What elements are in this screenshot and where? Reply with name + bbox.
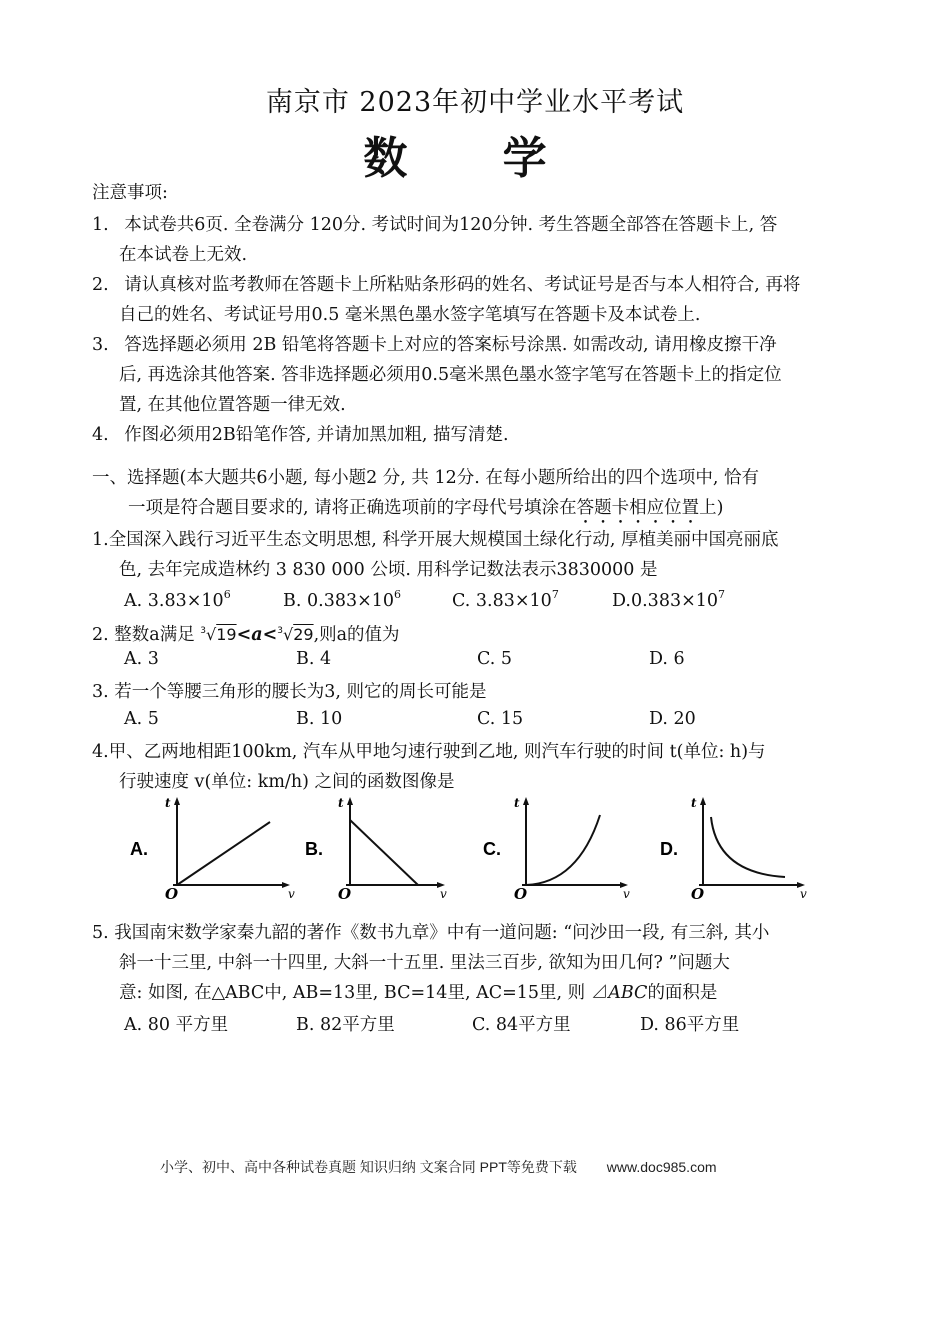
q5-stem-cont: 斜一十三里, 中斜一十四里, 大斜一十五里. 里法三百步, 欲知为田几何? ”问题大 <box>119 953 730 973</box>
q1-stem-cont: 色, 去年完成造林约 3 830 000 公顷. 用科学记数法表示3830000 是 <box>119 560 658 580</box>
notes-heading: 注意事项: <box>92 183 168 203</box>
q5-text-end: 的面积是 <box>647 983 718 1003</box>
option-exponent: 7 <box>718 588 726 601</box>
q5-text: 意: 如图, 在△ABC中, AB=13里, BC=14里, AC=15里, 则 ⊿ <box>119 983 609 1003</box>
graph-d <box>655 795 810 900</box>
subject-title: 数 学 <box>363 133 587 184</box>
footer-link[interactable]: www.doc985.com <box>606 1159 717 1175</box>
q3-option-c: C. 15 <box>477 709 524 729</box>
q5-triangle-var: ABC <box>608 983 648 1003</box>
graph-b <box>300 795 450 900</box>
y-arrow-icon <box>174 797 180 805</box>
graph-b-svg <box>300 795 450 900</box>
note-text: 本试卷共6页. 全卷满分 120分. 考试时间为120分钟. 考生答题全部答在答题卡上, 答 <box>124 215 778 235</box>
x-label: v <box>440 887 447 900</box>
graph-label: D. <box>660 839 678 859</box>
q5-option-d: D. 86平方里 <box>640 1015 740 1035</box>
section-text: 一项是符合题目要求的, 请将正确选项前的字母代号填涂在 <box>128 498 577 518</box>
q3-option-b: B. 10 <box>296 709 343 729</box>
q1-option-d <box>612 588 725 611</box>
note-text: 请认真核对监考教师在答题卡上所粘贴条形码的姓名、考试证号是否与本人相符合, 再将 <box>124 275 801 295</box>
option-exponent: 7 <box>551 588 559 601</box>
q2-stem: 2. 整数a满足 $^3$√19<a<$^3$√29,则a的值为 <box>92 625 400 645</box>
option-exponent: 6 <box>223 588 231 601</box>
note-2 <box>92 270 800 300</box>
exam-title: 南京市 2023年初中学业水平考试 <box>265 87 685 118</box>
option-label: C. <box>452 591 471 611</box>
note-3-cont: 后, 再选涂其他答案. 答非选择题必须用0.5毫米黑色墨水签字笔写在答题卡上的指定位 <box>119 365 782 385</box>
origin-label: O <box>691 885 705 900</box>
q3-option-a: A. 5 <box>124 709 159 729</box>
section-heading-cont <box>128 493 723 528</box>
cube-root-19: $^3$√19 <box>200 625 237 644</box>
graph-a <box>125 795 295 900</box>
origin-label: O <box>165 885 179 900</box>
note-number: 1. <box>92 215 109 235</box>
graph-d-svg <box>655 795 810 900</box>
graph-curve <box>177 822 270 885</box>
q2-suffix: ,则a的值为 <box>313 625 400 645</box>
note-number: 4. <box>92 425 109 445</box>
q5-option-b: B. 82平方里 <box>296 1015 395 1035</box>
note-number: 3. <box>92 335 109 355</box>
q3-stem: 3. 若一个等腰三角形的腰长为3, 则它的周长可能是 <box>92 682 487 702</box>
q5-stem: 5. 我国南宋数学家秦九韶的著作《数书九章》中有一道问题: “问沙田一段, 有三斜, 其小 <box>92 923 770 943</box>
x-label: v <box>288 887 295 900</box>
graph-label: B. <box>305 839 323 859</box>
q1-stem: 1.全国深入践行习近平生态文明思想, 科学开展大规模国土绿化行动, 厚植美丽中国亮丽底 <box>92 530 779 550</box>
y-label: t <box>165 796 171 810</box>
footer-text: 小学、初中、高中各种试卷真题 知识归纳 文案合同 PPT等免费下载 <box>160 1159 577 1175</box>
x-label: v <box>800 887 807 900</box>
q4-stem: 4.甲、乙两地相距100km, 汽车从甲地匀速行驶到乙地, 则汽车行驶的时间 t(单位: h)与 <box>92 742 766 762</box>
note-number: 2. <box>92 275 109 295</box>
option-label: D. <box>612 591 631 611</box>
q3-option-d: D. 20 <box>649 709 696 729</box>
q5-option-a: A. 80 平方里 <box>124 1015 229 1035</box>
x-label: v <box>623 887 630 900</box>
q2-prefix: 2. 整数a满足 <box>92 625 195 645</box>
y-label: t <box>691 796 697 810</box>
q4-stem-cont: 行驶速度 v(单位: km/h) 之间的函数图像是 <box>119 772 455 792</box>
graph-curve <box>350 820 418 885</box>
origin-label: O <box>338 885 352 900</box>
graph-c <box>478 795 633 900</box>
option-base: 0.383×10 <box>630 591 719 611</box>
q2-option-c: C. 5 <box>477 649 513 669</box>
option-label: B. <box>283 591 302 611</box>
emphasis-text: 答题卡相应位置 <box>576 498 700 518</box>
note-text: 作图必须用2B铅笔作答, 并请加黑加粗, 描写清楚. <box>124 425 509 445</box>
note-1 <box>92 210 777 240</box>
y-label: t <box>514 796 520 810</box>
section-heading: 一、选择题(本大题共6小题, 每小题2 分, 共 12分. 在每小题所给出的四个选项中, 恰有 <box>92 468 759 488</box>
q1-option-a <box>124 588 231 611</box>
option-base: 0.383×10 <box>307 591 395 611</box>
option-base: 3.83×10 <box>475 591 552 611</box>
q2-option-b: B. 4 <box>296 649 332 669</box>
note-1-cont: 在本试卷上无效. <box>119 245 248 265</box>
origin-label: O <box>514 885 528 900</box>
y-arrow-icon <box>700 797 706 805</box>
graph-curve <box>711 817 785 877</box>
note-3 <box>92 330 777 360</box>
q5-stem-cont2 <box>119 978 717 1008</box>
graph-a-svg <box>125 795 295 900</box>
q1-option-c <box>452 588 559 611</box>
cube-root-29: $^3$√29 <box>277 625 314 644</box>
option-label: A. <box>124 591 143 611</box>
note-4 <box>92 420 509 450</box>
y-arrow-icon <box>523 797 529 805</box>
q2-option-d: D. 6 <box>649 649 685 669</box>
graph-c-svg <box>478 795 633 900</box>
footer <box>160 1157 717 1177</box>
graph-label: C. <box>483 839 501 859</box>
graph-curve <box>526 815 600 885</box>
option-base: 3.83×10 <box>147 591 224 611</box>
note-3-cont2: 置, 在其他位置答题一律无效. <box>119 395 346 415</box>
option-exponent: 6 <box>394 588 402 601</box>
section-text-end: 上) <box>699 498 724 518</box>
q2-option-a: A. 3 <box>124 649 159 669</box>
y-arrow-icon <box>347 797 353 805</box>
y-label: t <box>338 796 344 810</box>
q1-option-b <box>283 588 401 611</box>
q5-option-c: C. 84平方里 <box>472 1015 571 1035</box>
note-2-cont: 自己的姓名、考试证号用0.5 毫米黑色墨水签字笔填写在答题卡及本试卷上. <box>119 305 701 325</box>
note-text: 答选择题必须用 2B 铅笔将答题卡上对应的答案标号涂黑. 如需改动, 请用橡皮擦干净 <box>124 335 777 355</box>
graph-label: A. <box>130 839 148 859</box>
